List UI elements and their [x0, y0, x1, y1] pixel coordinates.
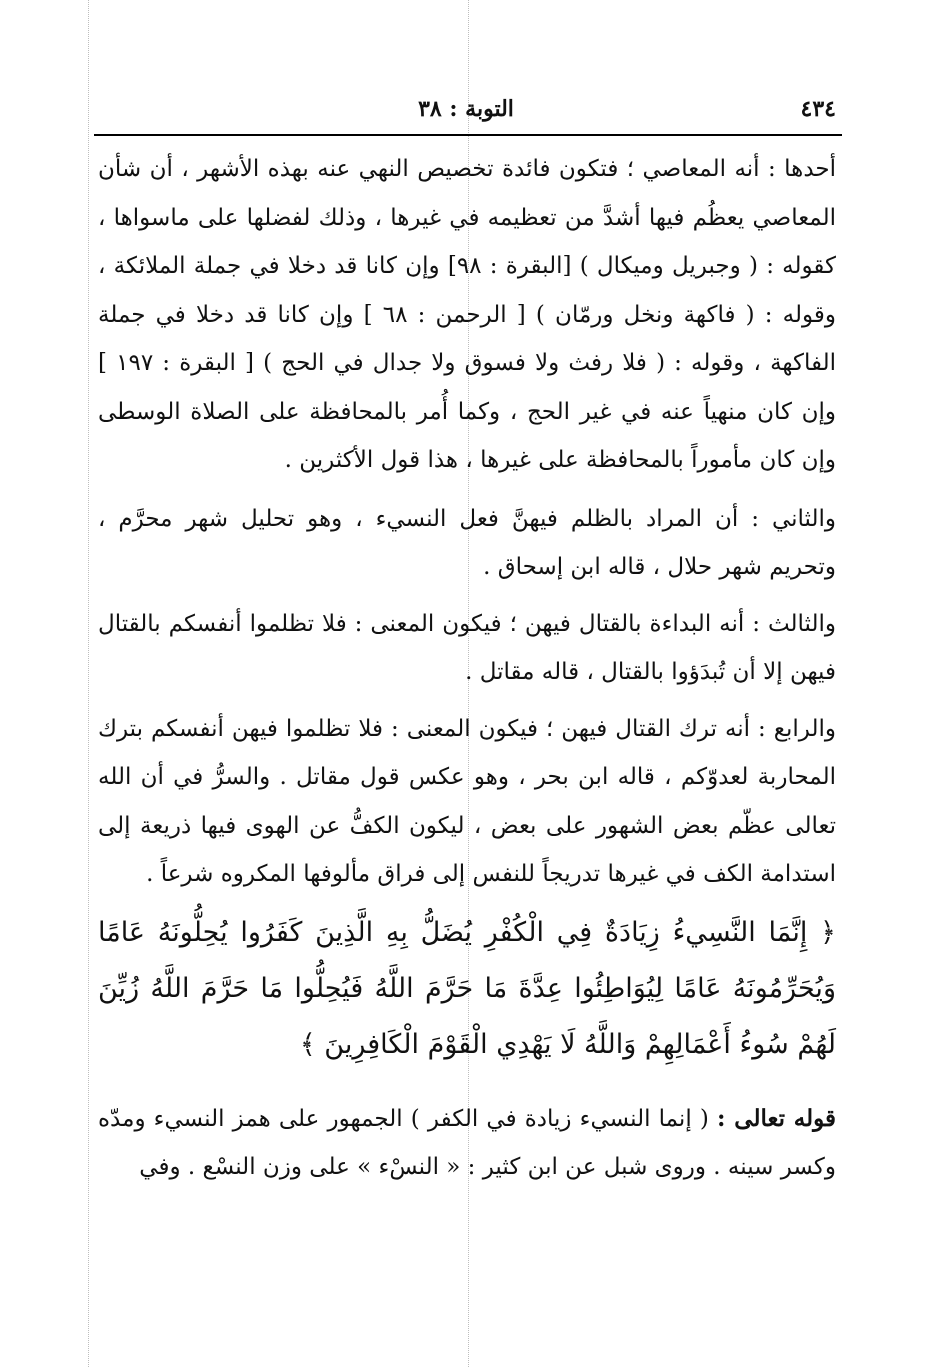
commentary-lead: قوله تعالى :	[716, 1104, 837, 1132]
commentary-text: ( إنما النسيء زيادة في الكفر ) الجمهور على همز النسيء ومدّه وكسر سينه . وروى شبل عن ابن كثير : « النسْء » على وزن النسْع . وفي	[98, 1105, 836, 1180]
margin-guide-left	[88, 0, 89, 1367]
commentary-paragraph	[98, 1095, 836, 1192]
page-header	[96, 96, 836, 130]
paragraph-fourth-opinion: والرابع : أنه ترك القتال فيهن ؛ فيكون المعنى : فلا تظلموا فيهن أنفسكم بترك المحاربة لعدوّكم ، قاله ابن بحر ، وهو عكس قول مقاتل . والسرُّ في أن الله تعالى عظّم بعض الشهور على بعض ، ليكون الكفُّ عن الهوى فيها ذريعة إلى استدامة الكف في غيرها تدريجاً للنفس إلى فراق مألوفها المكروه شرعاً .	[98, 715, 836, 887]
paragraph-second-opinion: والثاني : أن المراد بالظلم فيهنَّ فعل النسيء ، وهو تحليل شهر محرَّم ، وتحريم شهر حلال ، قاله ابن إسحاق .	[98, 505, 836, 580]
page-number: ٤٣٤	[800, 96, 836, 122]
quran-verse: ﴿ إِنَّمَا النَّسِيءُ زِيَادَةٌ فِي الْكُفْرِ يُضَلُّ بِهِ الَّذِينَ كَفَرُوا يُحِلُّونَهُ عَامًا وَيُحَرِّمُونَهُ عَامًا لِيُوَاطِئُوا عِدَّةَ مَا حَرَّمَ اللَّهُ فَيُحِلُّوا مَا حَرَّمَ اللَّهُ زُيِّنَ لَهُمْ سُوءُ أَعْمَالِهِمْ وَاللَّهُ لَا يَهْدِي الْقَوْمَ الْكَافِرِينَ ﴾	[98, 916, 836, 1060]
paragraph-third-opinion: والثالث : أنه البداءة بالقتال فيهن ؛ فيكون المعنى : فلا تظلموا أنفسكم بالقتال فيهن إلا أن تُبدَؤوا بالقتال ، قاله مقاتل .	[98, 610, 836, 685]
paragraph-first-opinion: أحدها : أنه المعاصي ؛ فتكون فائدة تخصيص النهي عنه بهذه الأشهر ، أن شأن المعاصي يعظُم فيها أشدَّ من تعظيمه في غيرها ، وذلك لفضلها على ماسواها ، كقوله : ( وجبريل وميكال ) [البقرة : ٩٨] وإن كانا قد دخلا في جملة الملائكة ، وقوله : ( فاكهة ونخل ورمّان ) [ الرحمن : ٦٨ ] وإن كانا قد دخلا في جملة الفاكهة ، وقوله : ( فلا رفث ولا فسوق ولا جدال في الحج ) [ البقرة : ١٩٧ ] وإن كان منهياً عنه في غير الحج ، وكما أُمر بالمحافظة على الصلاة الوسطى وإن كان مأموراً بالمحافظة على غيرها ، هذا قول الأكثرين .	[98, 156, 836, 473]
header-rule	[94, 134, 842, 136]
page-body	[98, 145, 836, 1192]
running-title: التوبة : ٣٨	[418, 96, 514, 122]
